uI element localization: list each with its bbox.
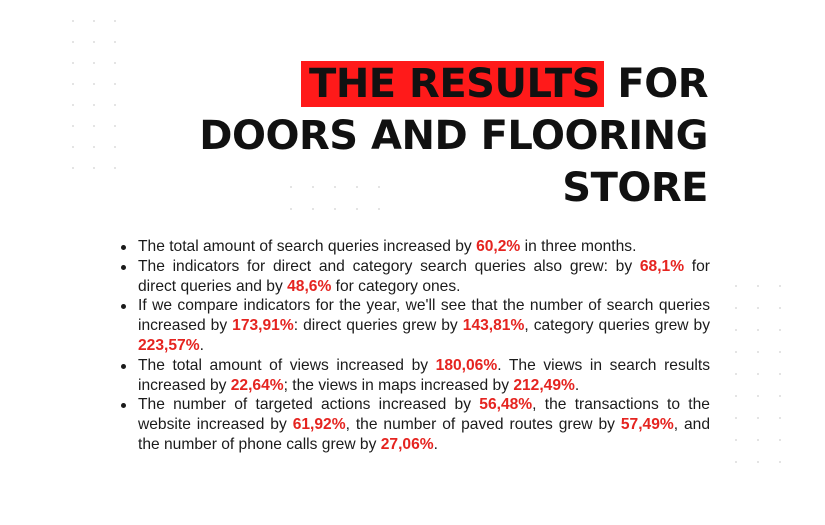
highlighted-number: 48,6%	[287, 277, 332, 295]
results-list	[118, 237, 710, 455]
highlighted-number: 212,49%	[513, 376, 575, 394]
highlighted-number: 223,57%	[138, 336, 200, 354]
title-highlight: THE RESULTS	[301, 61, 604, 107]
title-line2: DOORS AND FLOORING	[199, 113, 708, 159]
bullet-text: The number of targeted actions increased by	[138, 396, 480, 414]
highlighted-number: 68,1%	[639, 257, 685, 275]
highlighted-number: 180,06%	[435, 356, 498, 374]
bullet-text: The total amount of views increased by	[138, 356, 436, 374]
bullet-text: in three months.	[520, 238, 637, 255]
highlighted-number: 60,2%	[476, 238, 521, 255]
bullet-text: . The views in search results increased by	[138, 356, 711, 394]
bullet-text: for category ones.	[331, 277, 461, 295]
bullet-text: .	[199, 336, 204, 354]
bullet-text: .	[433, 435, 438, 453]
bullet-text: , the number of paved routes grew by	[345, 416, 621, 434]
list-item	[118, 237, 710, 257]
title-line1-rest: FOR	[603, 61, 708, 107]
list-item	[118, 257, 710, 297]
highlighted-number: 56,48%	[479, 396, 533, 414]
bullet-text: , and the number of phone calls grew by	[138, 416, 710, 453]
bullet-text: The indicators for direct and category search queries also grew: by	[138, 257, 640, 275]
title-line3: STORE	[562, 165, 708, 211]
highlighted-number: 143,81%	[462, 317, 525, 335]
highlighted-number: 173,91%	[232, 317, 294, 335]
bullet-text: ; the views in maps increased by	[283, 376, 514, 394]
page-title	[199, 58, 708, 214]
bullet-text: .	[574, 376, 580, 394]
bullet-text: If we compare indicators for the year, we'll see that the number of search queries increased by	[138, 297, 710, 335]
bullet-text: : direct queries grew by	[293, 317, 463, 335]
highlighted-number: 57,49%	[620, 416, 674, 434]
bullet-text: The total amount of search queries increased by	[138, 238, 477, 255]
list-item	[118, 395, 710, 454]
bullet-text: for direct queries and by	[138, 257, 710, 295]
list-item	[118, 356, 710, 396]
bullet-text: , category queries grew by	[524, 317, 711, 335]
bullet-text: , the transactions to the website increased by	[138, 396, 710, 434]
highlighted-number: 27,06%	[380, 435, 434, 453]
list-item	[118, 296, 710, 355]
highlighted-number: 22,64%	[230, 376, 284, 394]
highlighted-number: 61,92%	[292, 416, 346, 434]
